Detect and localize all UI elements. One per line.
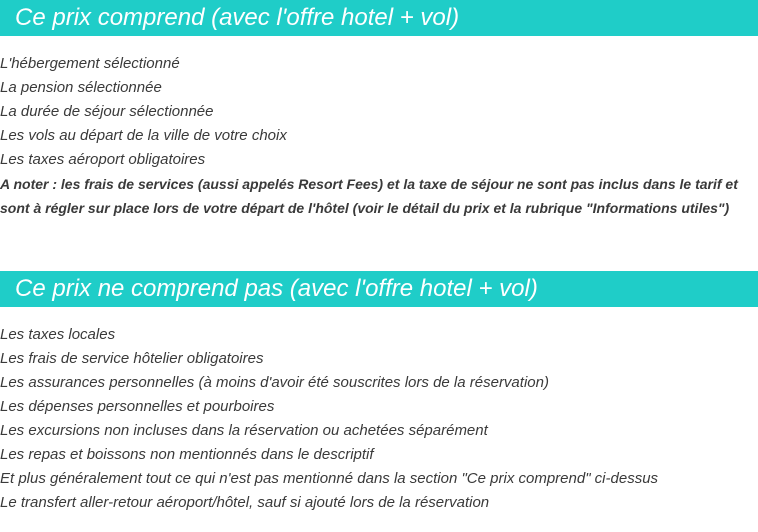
excluded-section-title: Ce prix ne comprend pas (avec l'offre hotel + vol): [0, 271, 758, 307]
excluded-list-item: Les frais de service hôtelier obligatoires: [0, 350, 264, 367]
excluded-list-item: Les assurances personnelles (à moins d'avoir été souscrites lors de la réservation): [0, 374, 549, 391]
included-list-item: La pension sélectionnée: [0, 79, 162, 96]
excluded-list-item: Les dépenses personnelles et pourboires: [0, 398, 275, 415]
resort-fees-note: A noter : les frais de services (aussi appelés Resort Fees) et la taxe de séjour ne sont pas inclus dans le tarif et sont à régler sur place lors de votre départ de l'hôtel (voir le détail du prix et la rubrique "Informations utiles"): [0, 176, 738, 216]
excluded-list-item: Et plus généralement tout ce qui n'est pas mentionné dans la section "Ce prix comprend" ci-dessus: [0, 470, 659, 487]
excluded-list-item: Les taxes locales: [0, 326, 116, 343]
excluded-section: [0, 271, 758, 511]
excluded-list-item: Les repas et boissons non mentionnés dans le descriptif: [0, 446, 374, 463]
included-list-item: Les taxes aéroport obligatoires: [0, 151, 206, 168]
included-list: [0, 52, 287, 172]
included-list-item: Les vols au départ de la ville de votre choix: [0, 127, 287, 144]
included-list-item: L'hébergement sélectionné: [0, 55, 180, 72]
included-section: [0, 0, 758, 216]
included-list-item: La durée de séjour sélectionnée: [0, 103, 214, 120]
excluded-list-item: Le transfert aller-retour aéroport/hôtel, sauf si ajouté lors de la réservation: [0, 494, 490, 511]
excluded-list-item: Les excursions non incluses dans la réservation ou achetées séparément: [0, 422, 488, 439]
included-section-title: Ce prix comprend (avec l'offre hotel + vol): [0, 0, 758, 36]
excluded-list: [0, 323, 658, 515]
